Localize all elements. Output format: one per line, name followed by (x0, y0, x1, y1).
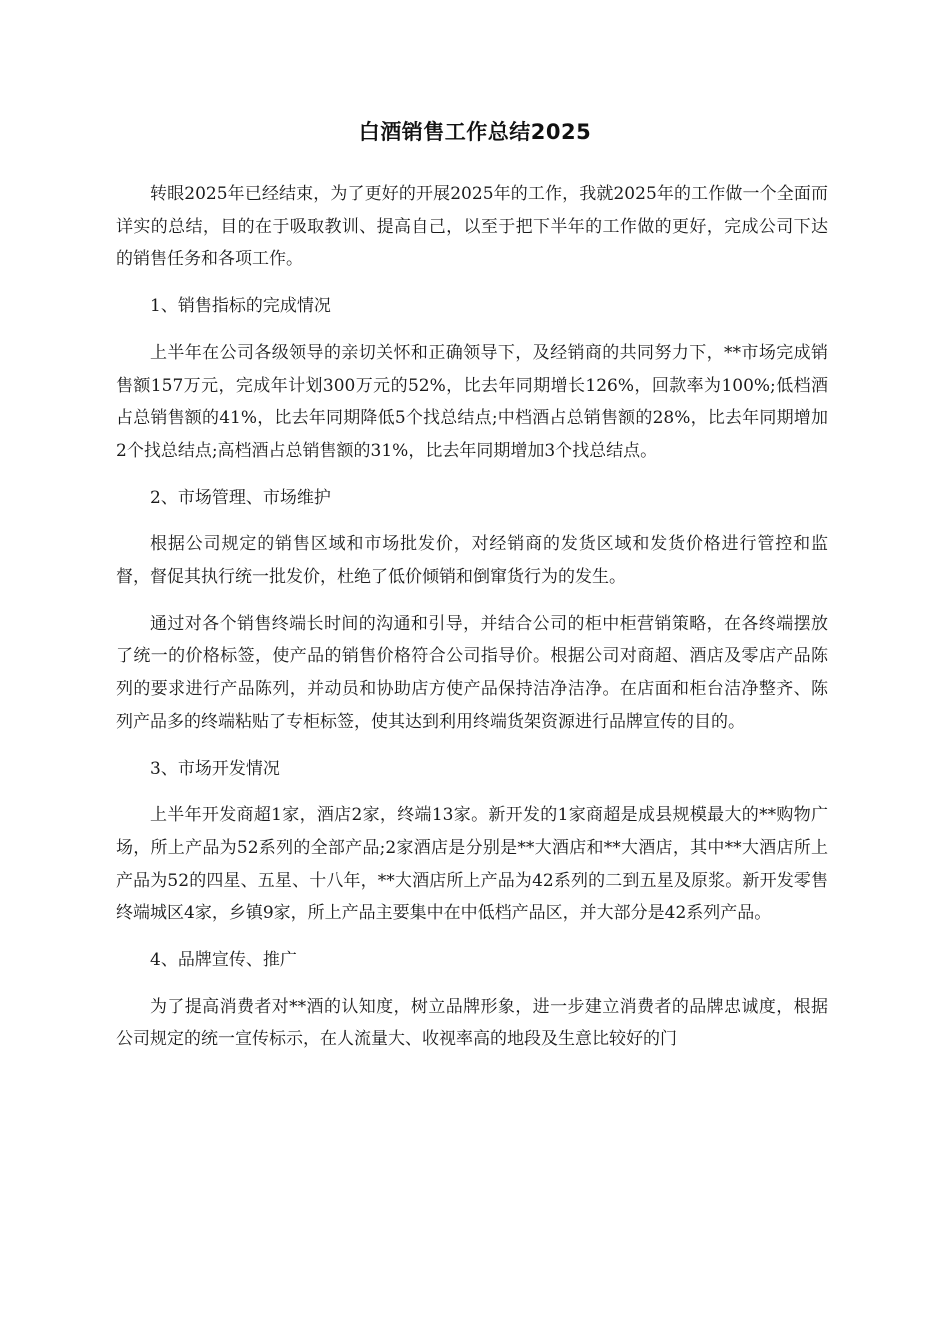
document-title: 白酒销售工作总结2025 (358, 120, 592, 144)
section-heading-brand-promotion: 4、品牌宣传、推广 (150, 950, 297, 971)
section-heading-market-management: 2、市场管理、市场维护 (150, 487, 331, 508)
sales-targets-paragraph: 上半年在公司各级领导的亲切关怀和正确领导下，及经销商的共同努力下，**市场完成销售额157万元，完成年计划300万元的52%，比去年同期增长126%，回款率为100%;低档酒占总销售额的41%，比去年同期降低5个找总结点;中档酒占总销售额的28%，比去年同期增加2个找总结点;高档酒占总销售额的31%，比去年同期增加3个找总结点。 (116, 342, 828, 461)
brand-promotion-paragraph: 为了提高消费者对**酒的认知度，树立品牌形象，进一步建立消费者的品牌忠诚度，根据公司规定的统一宣传标示，在人流量大、收视率高的地段及生意比较好的门 (116, 996, 828, 1050)
intro-paragraph: 转眼2025年已经结束，为了更好的开展2025年的工作，我就2025年的工作做一个全面而详实的总结，目的在于吸取教训、提高自己，以至于把下半年的工作做的更好，完成公司下达的销售任务和各项工作。 (116, 184, 828, 270)
market-development-paragraph: 上半年开发商超1家，酒店2家，终端13家。新开发的1家商超是成县规模最大的**购物广场，所上产品为52系列的全部产品;2家酒店是分别是**大酒店和**大酒店，其中**大酒店所上产品为52的四星、五星、十八年，**大酒店所上产品为42系列的二到五星及原浆。新开发零售终端城区4家，乡镇9家，所上产品主要集中在中低档产品区，并大部分是42系列产品。 (116, 805, 828, 924)
market-management-paragraph-2: 通过对各个销售终端长时间的沟通和引导，并结合公司的柜中柜营销策略，在各终端摆放了统一的价格标签，使产品的销售价格符合公司指导价。根据公司对商超、酒店及零店产品陈列的要求进行产品陈列，并动员和协助店方使产品保持洁净洁净。在店面和柜台洁净整齐、陈列产品多的终端粘贴了专柜标签，使其达到利用终端货架资源进行品牌宣传的目的。 (116, 613, 828, 732)
section-heading-market-development: 3、市场开发情况 (150, 758, 280, 779)
market-management-paragraph-1: 根据公司规定的销售区域和市场批发价，对经销商的发货区域和发货价格进行管控和监督，督促其执行统一批发价，杜绝了低价倾销和倒窜货行为的发生。 (116, 534, 828, 588)
document-body (116, 178, 828, 1070)
section-heading-sales-targets: 1、销售指标的完成情况 (150, 296, 331, 317)
